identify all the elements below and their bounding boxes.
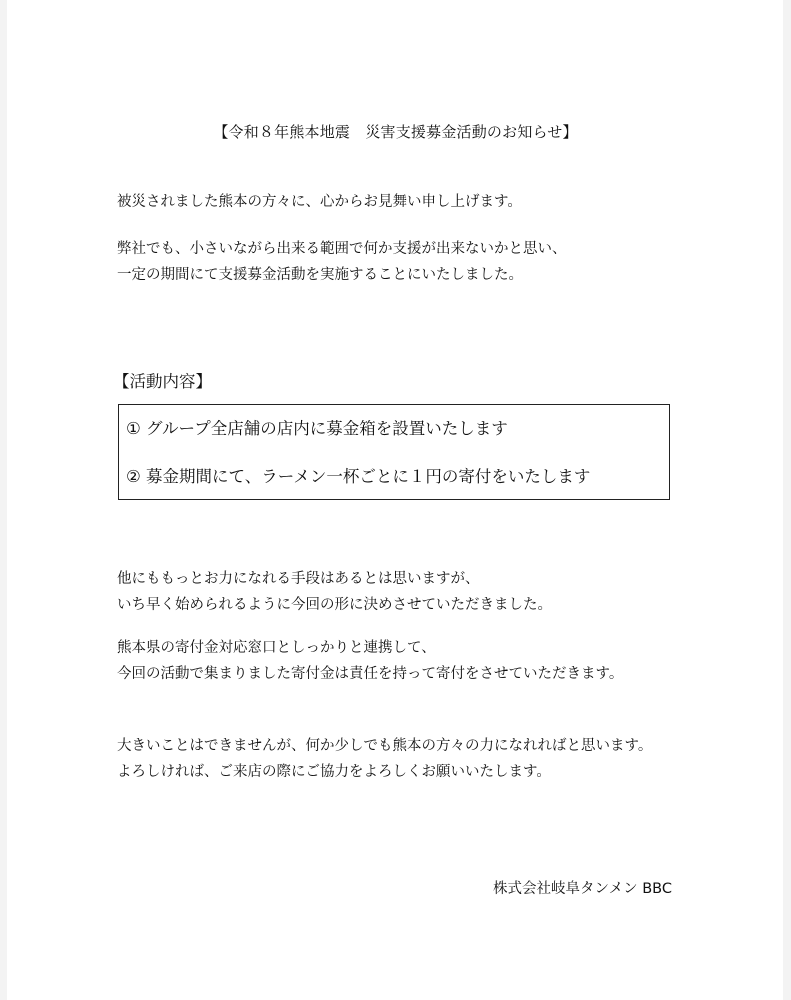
company-signature: 株式会社岐阜タンメン BBC bbox=[493, 881, 672, 897]
support-intent-line-1: 弊社でも、小さいながら出来る範囲で何か支援が出来ないかと思い、 bbox=[117, 241, 567, 257]
approach-line-1: 他にももっとお力になれる手段はあるとは思いますが、 bbox=[117, 571, 480, 587]
closing-line-2: よろしければ、ご来店の際にご協力をよろしくお願いいたします。 bbox=[117, 764, 551, 780]
approach-line-2: いち早く始められるように今回の形に決めさせていただきました。 bbox=[117, 597, 552, 613]
closing-paragraph bbox=[117, 733, 652, 785]
activity-item-donation-box: ① グループ全店舗の店内に募金箱を設置いたします bbox=[126, 419, 508, 438]
sympathy-line: 被災されました熊本の方々に、心からお見舞い申し上げます。 bbox=[117, 194, 522, 210]
sympathy-paragraph bbox=[117, 189, 522, 215]
activity-item-ramen-donation: ② 募金期間にて、ラーメン一杯ごとに１円の寄付をいたします bbox=[126, 467, 591, 486]
activity-box bbox=[118, 404, 670, 500]
donation-handling-line-2: 今回の活動で集まりました寄付金は責任を持って寄付をさせていただきます。 bbox=[117, 666, 624, 682]
activity-heading: 【活動内容】 bbox=[113, 372, 212, 391]
support-intent-line-2: 一定の期間にて支援募金活動を実施することにいたしました。 bbox=[117, 267, 523, 283]
donation-handling-line-1: 熊本県の寄付金対応窓口としっかりと連携して、 bbox=[117, 640, 436, 656]
closing-line-1: 大きいことはできませんが、何か少しでも熊本の方々の力になれればと思います。 bbox=[117, 738, 653, 754]
support-intent-paragraph bbox=[117, 236, 567, 288]
document-page bbox=[7, 0, 783, 1000]
donation-handling-paragraph bbox=[117, 635, 623, 687]
approach-paragraph bbox=[117, 566, 552, 618]
notice-title: 【令和８年熊本地震 災害支援募金活動のお知らせ】 bbox=[213, 123, 578, 141]
